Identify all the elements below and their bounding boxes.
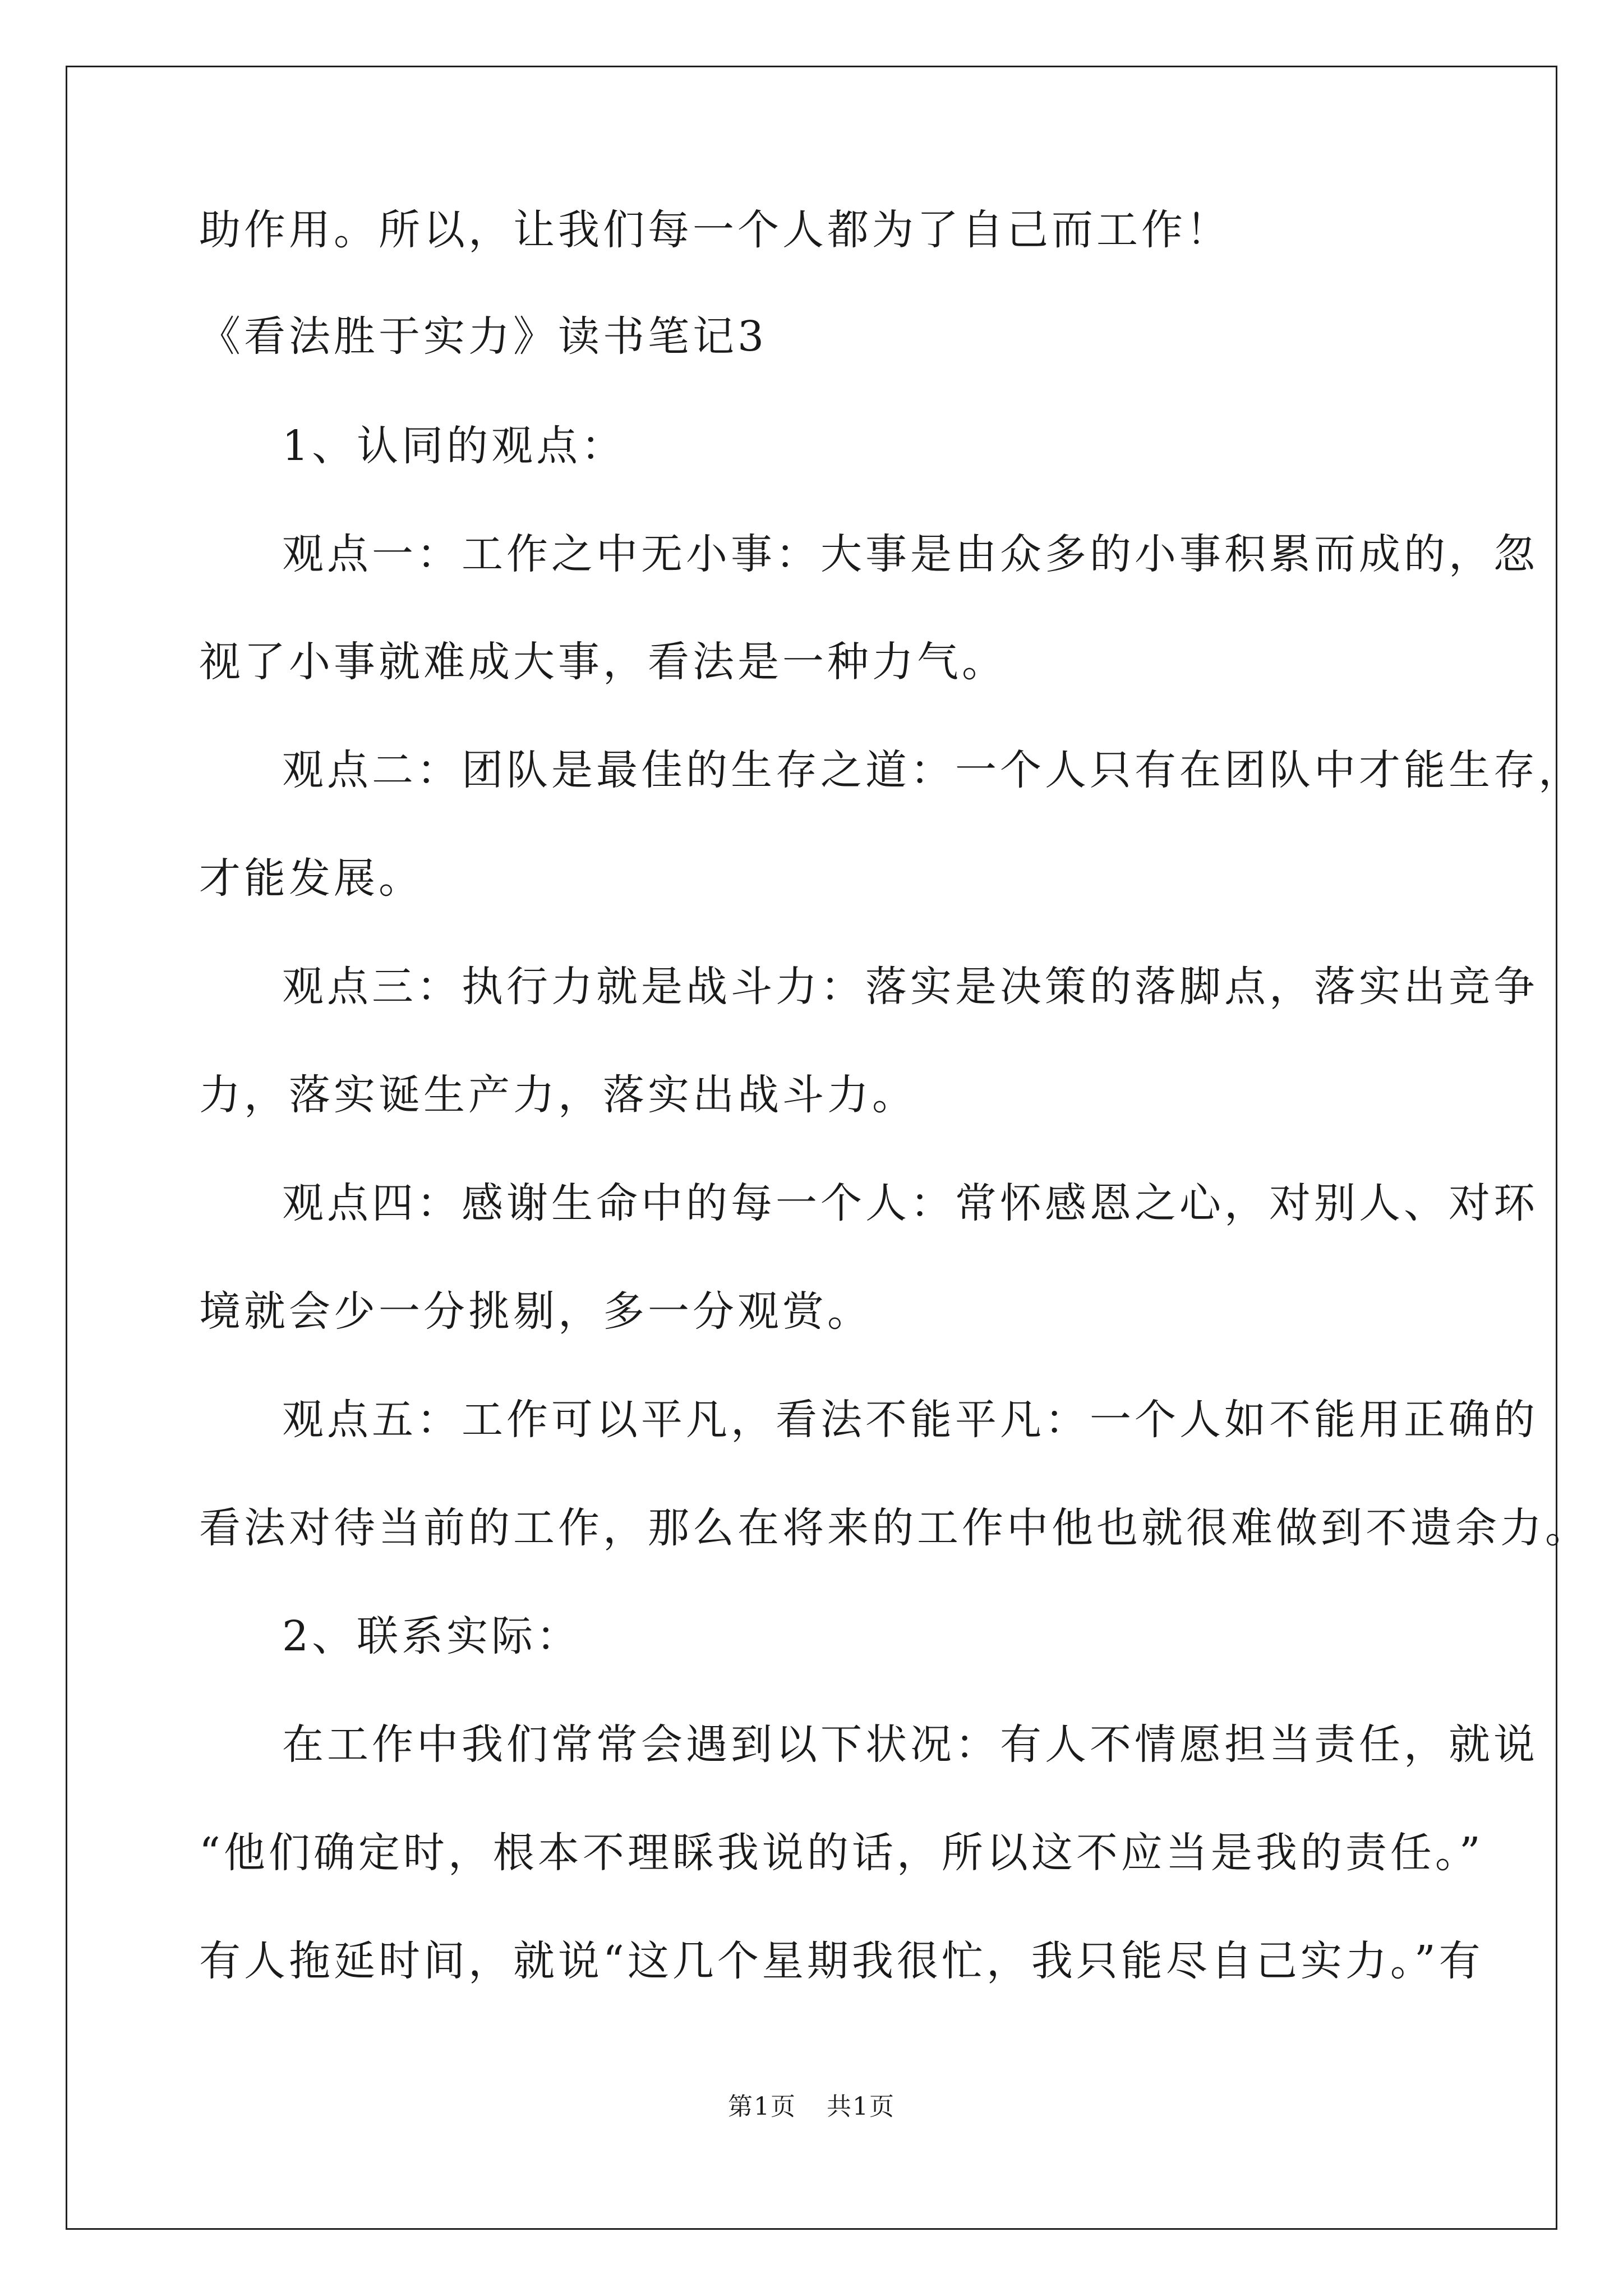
text-line: 有人拖延时间，就说“这几个星期我很忙，我只能尽自己实力。”有 — [199, 1937, 1484, 1985]
text-line: 境就会少一分挑剔，多一分观赏。 — [199, 1287, 872, 1336]
text-line: 力，落实诞生产力，落实出战斗力。 — [199, 1071, 917, 1119]
text-line: 在工作中我们常常会遇到以下状况：有人不情愿担当责任，就说 — [282, 1720, 1538, 1769]
text-line: 观点五：工作可以平凡，看法不能平凡：一个人如不能用正确的 — [282, 1396, 1538, 1444]
page-number-total: 共1页 — [827, 2092, 895, 2121]
page-number-current: 第1页 — [728, 2092, 796, 2121]
text-line: 才能发展。 — [199, 854, 423, 903]
page-footer — [0, 2090, 1623, 2124]
text-line: 观点三：执行力就是战斗力：落实是决策的落脚点，落实出竞争 — [282, 963, 1538, 1011]
page-border — [66, 66, 1557, 2230]
text-line: 观点一：工作之中无小事：大事是由众多的小事积累而成的，忽 — [282, 530, 1538, 578]
text-line: 助作用。所以，让我们每一个人都为了自己而工作！ — [199, 206, 1231, 254]
text-line: “他们确定时，根本不理睬我说的话，所以这不应当是我的责任。” — [199, 1829, 1484, 1877]
text-line: 观点二：团队是最佳的生存之道：一个人只有在团队中才能生存， — [282, 746, 1583, 794]
text-line: 视了小事就难成大事，看法是一种力气。 — [199, 638, 1007, 686]
heading-practice: 2、联系实际： — [282, 1612, 582, 1660]
text-line: 观点四：感谢生命中的每一个人：常怀感恩之心，对别人、对环 — [282, 1179, 1538, 1227]
heading-agreed-points: 1、认同的观点： — [282, 422, 626, 470]
section-title: 《看法胜于实力》读书笔记3 — [199, 312, 768, 361]
text-line: 看法对待当前的工作，那么在将来的工作中他也就很难做到不遗余力。 — [199, 1504, 1590, 1552]
